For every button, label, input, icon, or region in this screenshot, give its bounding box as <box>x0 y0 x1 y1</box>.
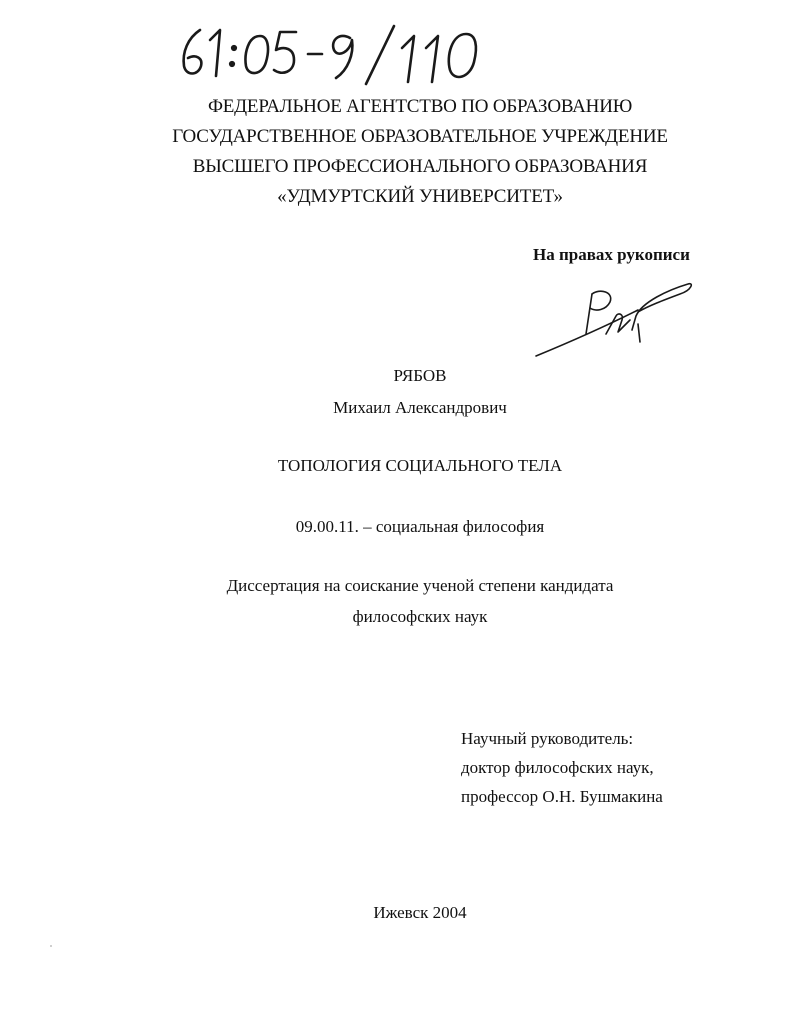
code-digit-1b <box>402 36 414 82</box>
scan-speck <box>50 945 52 947</box>
code-digit-1 <box>210 30 220 76</box>
code-digit-0 <box>246 36 268 73</box>
specialty-code: 09.00.11. – социальная философия <box>295 517 545 536</box>
code-digit-6 <box>184 30 202 74</box>
code-digit-1c <box>426 36 438 82</box>
code-digit-9 <box>333 36 352 78</box>
code-digit-5 <box>274 32 296 73</box>
header-agency: ФЕДЕРАЛЬНОЕ АГЕНТСТВО ПО ОБРАЗОВАНИЮ <box>207 96 633 117</box>
institution-header <box>0 92 799 212</box>
code-colon-top <box>232 46 236 50</box>
code-colon-bottom <box>230 62 234 66</box>
author-full-name: Михаил Александрович <box>333 398 507 417</box>
header-education-level: ВЫСШЕГО ПРОФЕССИОНАЛЬНОГО ОБРАЗОВАНИЯ <box>192 156 648 177</box>
supervisor-name: профессор О.Н. Бушмакина <box>461 787 663 806</box>
header-university-name: «УДМУРТСКИЙ УНИВЕРСИТЕТ» <box>277 186 563 207</box>
supervisor-block <box>461 724 663 811</box>
code-digit-0b <box>449 34 476 77</box>
supervisor-degree: доктор философских наук, <box>461 758 654 777</box>
degree-field: философских наук <box>352 607 488 626</box>
code-slash <box>366 26 394 84</box>
thesis-title: ТОПОЛОГИЯ СОЦИАЛЬНОГО ТЕЛА <box>277 456 563 475</box>
header-institution-type: ГОСУДАРСТВЕННОЕ ОБРАЗОВАТЕЛЬНОЕ УЧРЕЖДЕНИЕ <box>172 126 668 147</box>
supervisor-label: Научный руководитель: <box>461 729 634 748</box>
author-signature <box>530 272 700 362</box>
manuscript-rights-note: На правах рукописи <box>533 245 690 264</box>
handwritten-archive-code <box>170 18 490 88</box>
city-year: Ижевск 2004 <box>373 903 467 922</box>
degree-statement: Диссертация на соискание ученой степени кандидата <box>226 576 614 595</box>
author-surname: РЯБОВ <box>393 366 447 385</box>
